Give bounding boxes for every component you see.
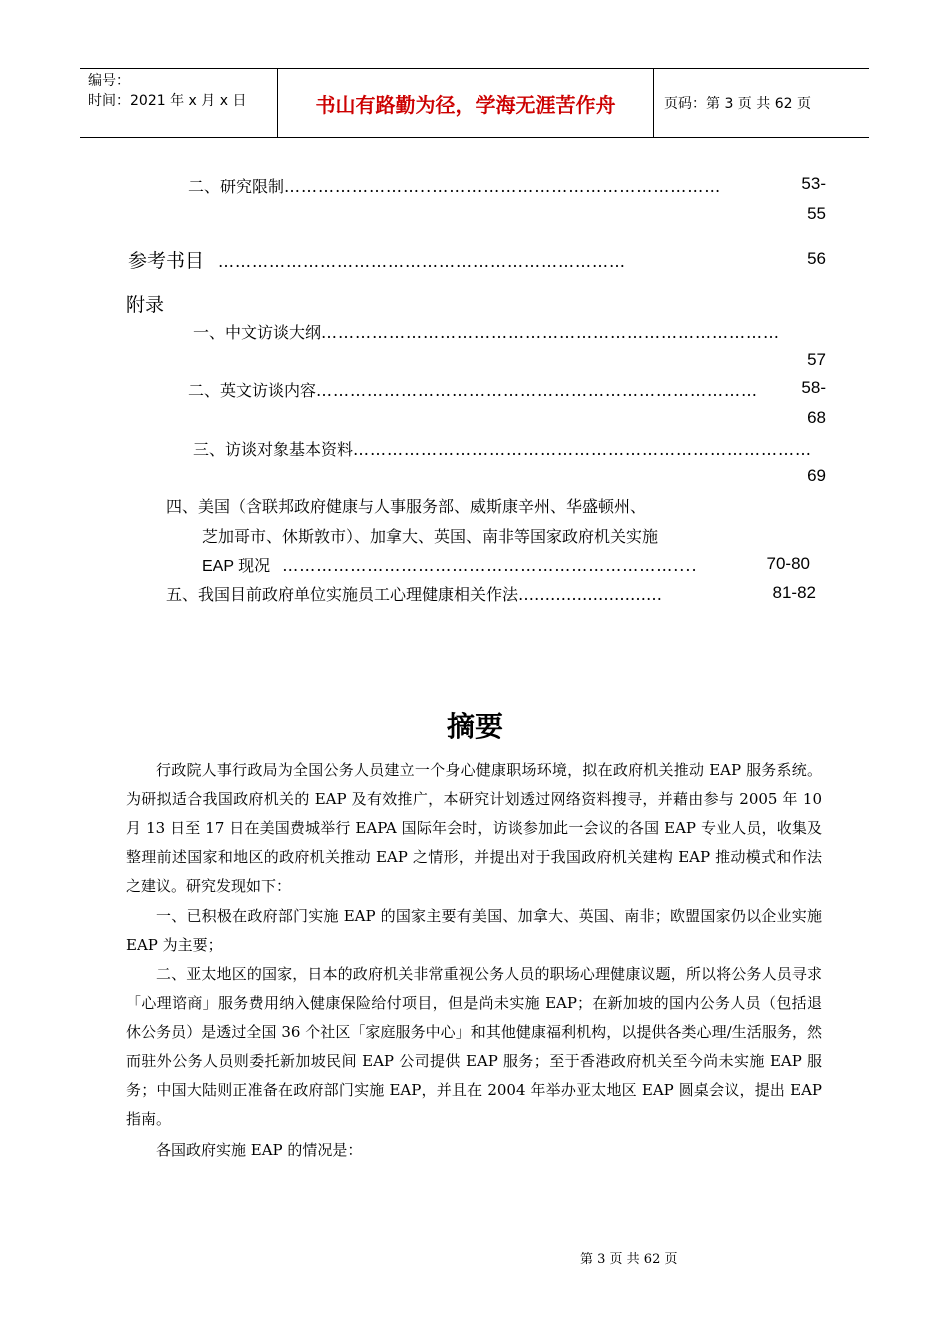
doc-time-label: 时间：2021 年 x 月 x 日	[88, 93, 247, 109]
abstract-paragraph-3: 二、亚太地区的国家，日本的政府机关非常重视公务人员的职场心理健康议题，所以将公务人员寻求「心理谘商」服务费用纳入健康保险给付项目，但是尚未实施 EAP；在新加坡的国内公务人员（包括退休公务员）是透过全国 36 个社区「家庭服务中心」和其他健康福利机构，以提供各类心理/生活服务，然而驻外公务人员则委托新加坡民间 EAP 公司提供 EAP 服务；至于香港政府机关至今尚未实施 EAP 服务；中国大陆则正准备在政府部门实施 EAP，并且在 2004 年举办亚太地区 EAP 圆桌会议，提出 EAP 指南。	[126, 965, 822, 1128]
abstract-paragraph-4: 各国政府实施 EAP 的情况是：	[156, 1141, 363, 1159]
toc-page: 58-	[801, 378, 826, 397]
toc-leader: ………………………………………………………………	[218, 252, 627, 271]
toc-page: 70-80	[766, 554, 810, 573]
toc-page: 56	[807, 249, 826, 268]
toc-leader: ……………………..……………………………………………	[284, 177, 722, 196]
toc-page: 57	[807, 350, 826, 369]
toc-leader: ………………………………………………………………………	[321, 323, 781, 342]
toc-leader: ………………………	[518, 585, 663, 604]
toc-item-appendix-1	[193, 320, 826, 343]
abstract-paragraph-1: 行政院人事行政局为全国公务人员建立一个身心健康职场环境，拟在政府机关推动 EAP 服务系统。为研拟适合我国政府机关的 EAP 及有效推广，本研究计划透过网络资料搜寻，并藉由参与 2005 年 10 月 13 日至 17 日在美国费城举行 EAPA 国际年会时，访谈参加此一会议的各国 EAP 专业人员，收集及整理前述国家和地区的政府机关推动 EAP 之情形，并提出对于我国政府机关建构 EAP 推动模式和作法之建议。研究发现如下：	[126, 761, 822, 895]
toc-label: EAP 现况	[202, 558, 271, 575]
toc-item-appendix-5	[166, 582, 766, 605]
toc-leader: ………………………………………………………………………	[353, 440, 813, 459]
toc-leader: ……………………………………………………………………	[316, 381, 759, 400]
header-meta	[80, 69, 278, 137]
toc-item-appendix-3	[193, 437, 826, 460]
toc-label: 参考书目	[128, 250, 205, 272]
toc-label: 二、研究限制	[188, 177, 285, 196]
header-page-label: 页码：第 3 页 共 62 页	[664, 96, 811, 112]
toc-page: 69	[807, 466, 826, 485]
abstract-title: 摘要	[446, 710, 503, 743]
toc-label: 一、中文访谈大纲	[193, 323, 322, 342]
toc-label: 三、访谈对象基本资料	[193, 440, 354, 459]
toc-item-appendix-4-line1: 四、美国（含联邦政府健康与人事服务部、威斯康辛州、华盛顿州、	[166, 497, 647, 516]
toc-page-cont: 55	[807, 204, 826, 223]
abstract-paragraph-2: 一、已积极在政府部门实施 EAP 的国家主要有美国、加拿大、英国、南非；欧盟国家仍以企业实施 EAP 为主要；	[126, 907, 822, 954]
page-footer: 第 3 页 共 62 页	[580, 1252, 678, 1267]
toc-page: 53-	[801, 174, 826, 193]
toc-page: 81-82	[772, 583, 816, 602]
toc-item-references	[128, 246, 800, 273]
toc-item-appendix-4-line2: 芝加哥市、休斯敦市）、加拿大、英国、南非等国家政府机关实施	[202, 527, 659, 546]
toc-item-limits	[188, 174, 796, 197]
toc-leader: ……………………………………………………………....	[282, 556, 698, 575]
toc-item-appendix-2	[188, 378, 796, 401]
toc-item-appendix-4-line3	[202, 553, 762, 576]
header-motto: 书山有路勤为径，学海无涯苦作舟	[278, 69, 654, 137]
toc-page-cont: 68	[807, 408, 826, 427]
page-header	[80, 68, 869, 138]
toc-appendix-heading: 附录	[126, 294, 165, 316]
toc-label: 二、英文访谈内容	[188, 381, 317, 400]
doc-number-label: 编号：	[88, 73, 130, 89]
toc-label: 五、我国目前政府单位实施员工心理健康相关作法	[166, 585, 519, 604]
